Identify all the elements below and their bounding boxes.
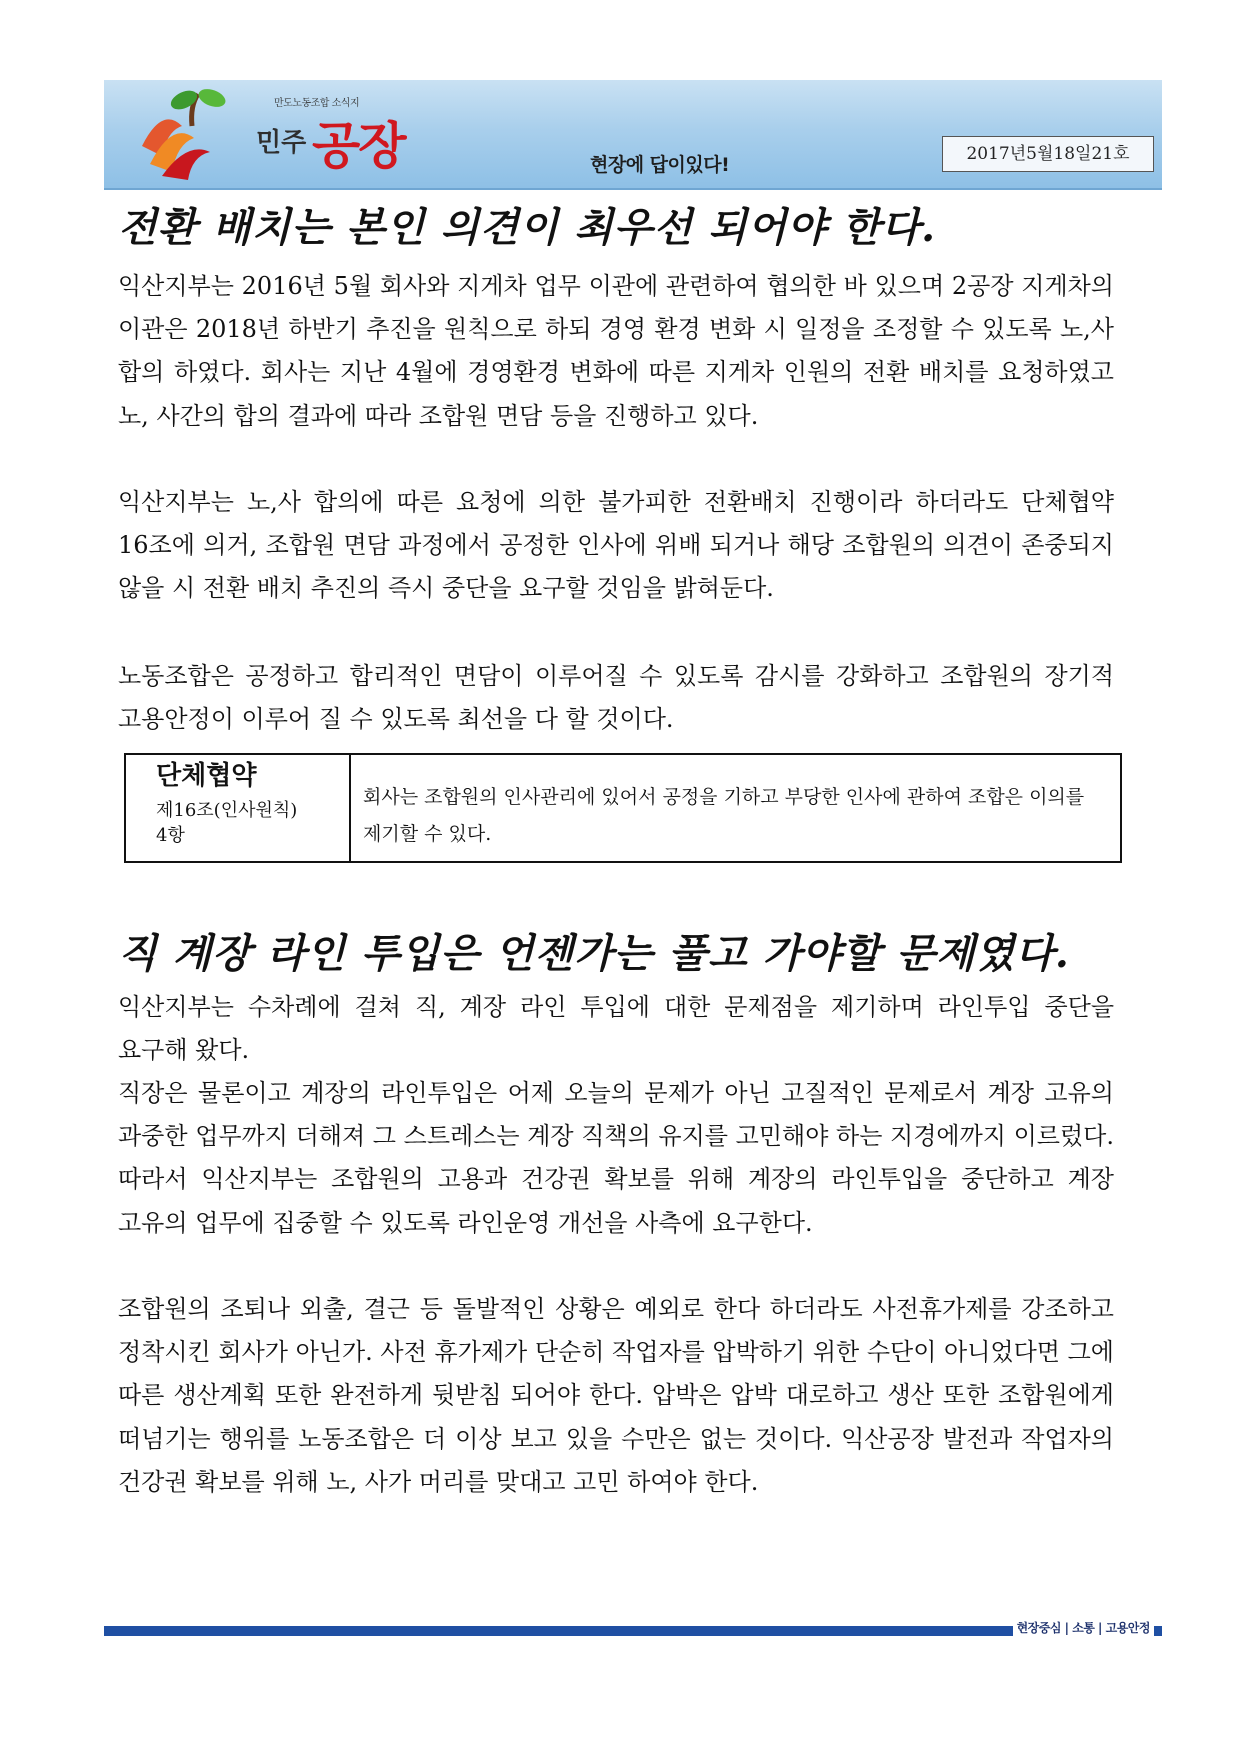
article1-paragraph: 노동조합은 공정하고 합리적인 면담이 이루어질 수 있도록 감시를 강화하고 조합원의 장기적 고용안정이 이루어 질 수 있도록 최선을 다 할 것이다. <box>118 662 1114 734</box>
article1-paragraph: 익산지부는 2016년 5월 회사와 지게차 업무 이관에 관련하여 협의한 바 있으며 2공장 지게차의 이관은 2018년 하반기 추진을 원칙으로 하되 경영 환경 변화 시 일정을 조정할 수 있도록 노,사 합의 하였다. 회사는 지난 4월에 경영환경 변화에 따른 지게차 인원의 전환 배치를 요청하였고 노, 사간의 합의 결과에 따라 조합원 면담 등을 진행하고 있다. <box>118 272 1114 430</box>
article2-paragraph: 익산지부는 수차례에 걸쳐 직, 계장 라인 투입에 대한 문제점을 제기하며 라인투입 중단을 요구해 왔다. <box>118 993 1114 1065</box>
agreement-title: 단체협약 <box>156 761 257 791</box>
logo-emblem-icon <box>132 86 244 182</box>
agreement-clause: 4항 <box>156 825 185 846</box>
logo-subtitle: 만도노동조합 소식지 <box>274 98 360 109</box>
footer-motto: 현장중심 | 소통 | 고용안정 <box>1013 1616 1154 1640</box>
logo-text-gongjang: 공장 <box>312 117 405 175</box>
collective-agreement-box <box>124 753 1122 863</box>
footer-bar <box>104 1626 1162 1636</box>
slogan: 현장에 답이있다! <box>590 154 730 176</box>
logo-text-min: 민주 <box>256 128 307 158</box>
article1-paragraph: 익산지부는 노,사 합의에 따른 요청에 의한 불가피한 전환배치 진행이라 하더라도 단체협약 16조에 의거, 조합원 면담 과정에서 공정한 인사에 위배 되거나 해당 조합원의 의견이 존중되지 않을 시 전환 배치 추진의 즉시 중단을 요구할 것임을 밝혀둔다. <box>118 488 1114 603</box>
article2-paragraph: 직장은 물론이고 계장의 라인투입은 어제 오늘의 문제가 아닌 고질적인 문제로서 계장 고유의 과중한 업무까지 더해져 그 스트레스는 계장 직책의 유지를 고민해야 하는 지경에까지 이르렀다. 따라서 익산지부는 조합원의 고용과 건강권 확보를 위해 계장의 라인투입을 중단하고 계장 고유의 업무에 집중할 수 있도록 라인운영 개선을 사측에 요구한다. <box>118 1079 1114 1237</box>
newsletter-header <box>104 80 1162 190</box>
article2-paragraph: 조합원의 조퇴나 외출, 결근 등 돌발적인 상황은 예외로 한다 하더라도 사전휴가제를 강조하고 정착시킨 회사가 아닌가. 사전 휴가제가 단순히 작업자를 압박하기 위한 수단이 아니었다면 그에 따른 생산계획 또한 완전하게 뒷받침 되어야 한다. 압박은 압박 대로하고 생산 또한 조합원에게 떠넘기는 행위를 노동조합은 더 이상 보고 있을 수만은 없는 것이다. 익산공장 발전과 작업자의 건강권 확보를 위해 노, 사가 머리를 맞대고 고민 하여야 한다. <box>118 1295 1114 1496</box>
agreement-reference <box>126 755 351 861</box>
agreement-article: 제16조(인사원칙) <box>156 800 298 821</box>
issue-date-badge: 2017년5월18일21호 <box>942 136 1154 172</box>
agreement-text: 회사는 조합원의 인사관리에 있어서 공정을 기하고 부당한 인사에 관하여 조합은 이의를 제기할 수 있다. <box>363 786 1085 845</box>
article2-title: 직 계장 라인 투입은 언젠가는 풀고 가야할 문제였다. <box>118 930 1070 977</box>
article1-title: 전환 배치는 본인 의견이 최우선 되어야 한다. <box>118 204 936 251</box>
